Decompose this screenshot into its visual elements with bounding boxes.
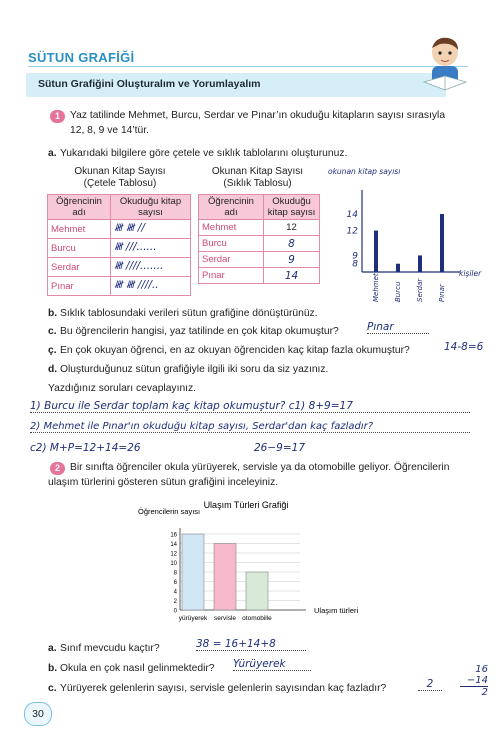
title-divider — [28, 66, 468, 67]
handwritten-question-1: 1) Burcu ile Serdar toplam kaç kitap okumuştur? c1) 8+9=17 — [30, 400, 470, 413]
tally-header-student: Öğrencinin adı — [48, 195, 111, 220]
calc-line-1: 16 — [475, 664, 488, 675]
handwritten-answer-2b: 26−9=17 — [254, 442, 305, 454]
freq-header-student: Öğrencinin adı — [199, 195, 264, 220]
y-tick-label: 6 — [173, 580, 177, 586]
hand-bar-label: Burcu — [394, 281, 402, 302]
bar-servisle — [214, 544, 236, 611]
y-tick-label: 8 — [173, 570, 177, 577]
calc-line-3: 2 — [481, 687, 488, 698]
hand-y-tick: 12 — [346, 226, 358, 237]
q2-a-answer: 38 = 16+14+8 — [196, 638, 306, 651]
row-freq: 8 — [264, 236, 320, 252]
tally-table — [47, 194, 191, 296]
q1-d-label: d. — [48, 364, 58, 375]
hand-y-tick: 9 — [352, 251, 358, 262]
page-number: 30 — [24, 702, 52, 726]
freq-header-count: Okuduğu kitap sayısı — [264, 195, 320, 220]
row-freq: 14 — [264, 268, 320, 284]
answer-prompt: Yazdığınız soruları cevaplayınız. — [48, 383, 197, 394]
q2-b-text: Okula en çok nasıl gelinmektedir? — [60, 663, 215, 674]
q1-c-text: Bu öğrencilerin hangisi, yaz tatilinde en çok kitap okumuştur? — [60, 326, 339, 337]
transport-bar-chart — [138, 498, 373, 633]
row-name: Pınar — [48, 277, 111, 296]
tally-title-line1: Okunan Kitap Sayısı — [74, 166, 166, 177]
q2-b-label: b. — [48, 663, 58, 674]
hand-bar-label: Pınar — [438, 284, 446, 302]
row-tally: 𝍸 𝍸 ////.. — [111, 277, 191, 296]
y-tick-label: 2 — [173, 599, 177, 605]
tally-header-count: Okuduğu kitap sayısı — [111, 195, 191, 220]
frequency-table — [198, 194, 320, 284]
q2-c-label: c. — [48, 683, 57, 694]
q2-a-label: a. — [48, 643, 57, 654]
q1-c-answer: Pınar — [367, 321, 429, 334]
q1-cc-label: ç. — [48, 345, 57, 356]
hand-bar-Burcu — [396, 264, 400, 272]
hand-bar-Serdar — [418, 255, 422, 272]
q1-cc-text: En çok okuyan öğrenci, en az okuyan öğrenciden kaç kitap fazla okumuştur? — [60, 345, 410, 356]
x-tick-label: yürüyerek — [178, 615, 208, 622]
section-title: SÜTUN GRAFİĞİ — [28, 50, 135, 65]
hand-bar-label: Serdar — [416, 278, 424, 302]
chart-xlabel: Ulaşım türleri — [314, 606, 359, 615]
q1-b-label: b. — [48, 308, 58, 319]
row-name: Serdar — [48, 258, 111, 277]
reading-boy-illustration — [414, 32, 476, 94]
row-name: Burcu — [199, 236, 264, 252]
y-tick-label: 16 — [170, 532, 177, 539]
y-tick-label: 0 — [173, 608, 177, 615]
q1-a-text: Yukarıdaki bilgilere göre çetele ve sıklık tablolarını oluşturunuz. — [60, 148, 348, 159]
y-tick-label: 12 — [170, 551, 177, 558]
chart-title: Ulaşım Türleri Grafiği — [203, 500, 289, 510]
table-row — [48, 239, 191, 258]
table-row — [199, 252, 320, 268]
table-row — [199, 236, 320, 252]
q2-a-text: Sınıf mevcudu kaçtır? — [60, 643, 160, 654]
question-2-badge: 2 — [50, 462, 65, 475]
x-tick-label: otomobille — [242, 615, 272, 622]
bar-yürüyerek — [182, 534, 204, 610]
chart-ylabel: Öğrencilerin sayısı — [138, 507, 201, 516]
hand-bar-label: Mehmet — [372, 273, 380, 302]
q2-b-answer: Yürüyerek — [233, 658, 311, 671]
subheader-bar — [26, 73, 446, 97]
q1-cc-answer: 14-8=6 — [444, 341, 484, 353]
handwritten-answer-2a: c2) M+P=12+14=26 — [30, 442, 141, 454]
calc-line-2: −14 — [460, 675, 488, 687]
row-name: Pınar — [199, 268, 264, 284]
freq-table-title — [205, 166, 310, 190]
hand-y-tick: 14 — [346, 210, 358, 220]
q1-d-text: Oluşturduğunuz sütun grafiğiyle ilgili iki soru da siz yazınız. — [60, 364, 329, 375]
tally-title-line2: (Çetele Tablosu) — [83, 178, 157, 189]
row-tally: 𝍸 𝍸 // — [111, 220, 191, 239]
q2-text-line2: ulaşım türlerini gösteren sütun grafiğini inceleyiniz. — [48, 477, 279, 488]
handwritten-question-2: 2) Mehmet ile Pınar'ın okuduğu kitap sayısı, Serdar'dan kaç fazladır? — [30, 421, 470, 433]
row-tally: 𝍸 ///...... — [111, 239, 191, 258]
hand-y-tick: 8 — [352, 259, 358, 270]
q2-text-line1: Bir sınıfta öğrenciler okula yürüyerek, servisle ya da otomobille geliyor. Öğrencilerin — [70, 462, 450, 473]
q1-text-line2: 12, 8, 9 ve 14’tür. — [70, 125, 149, 136]
x-tick-label: servisle — [213, 615, 237, 622]
bar-otomobille — [246, 572, 268, 610]
hand-graph-xlabel: kişiler — [459, 269, 482, 278]
y-tick-label: 14 — [170, 542, 177, 548]
hand-graph-ylabel: okunan kitap sayısı — [328, 167, 401, 176]
q2-c-answer: 2 — [418, 678, 442, 691]
q1-a-label: a. — [48, 148, 57, 159]
row-name: Mehmet — [199, 220, 264, 236]
freq-title-line2: (Sıklık Tablosu) — [223, 178, 292, 189]
q1-b-text: Sıklık tablosundaki verileri sütun grafiğine dönüştürünüz. — [60, 308, 318, 319]
row-freq: 9 — [264, 252, 320, 268]
hand-bar-Pınar — [440, 214, 444, 272]
q1-text-line1: Yaz tatilinde Mehmet, Burcu, Serdar ve Pınar’ın okuduğu kitapların sayısı sırasıyla — [70, 110, 446, 121]
freq-title-line1: Okunan Kitap Sayısı — [211, 166, 304, 177]
table-row — [199, 268, 320, 284]
hand-bar-Mehmet — [374, 231, 378, 272]
row-name: Mehmet — [48, 220, 111, 239]
q2-c-calculation — [460, 664, 488, 698]
table-row — [48, 258, 191, 277]
y-tick-label: 4 — [173, 589, 177, 596]
table-row — [48, 220, 191, 239]
row-name: Serdar — [199, 252, 264, 268]
q2-c-text: Yürüyerek gelenlerin sayısı, servisle gelenlerin sayısından kaç fazladır? — [60, 683, 387, 694]
table-row — [199, 220, 320, 236]
handwritten-bar-graph — [326, 162, 486, 312]
row-name: Burcu — [48, 239, 111, 258]
question-1-badge: 1 — [50, 110, 65, 123]
y-tick-label: 10 — [170, 561, 177, 567]
row-tally: 𝍸 ////....... — [111, 258, 191, 277]
row-freq: 12 — [264, 220, 320, 236]
table-row — [48, 277, 191, 296]
subheader-text: Sütun Grafiğini Oluşturalım ve Yorumlayalım — [38, 78, 261, 90]
tally-table-title — [70, 166, 170, 190]
q1-c-label: c. — [48, 326, 57, 337]
